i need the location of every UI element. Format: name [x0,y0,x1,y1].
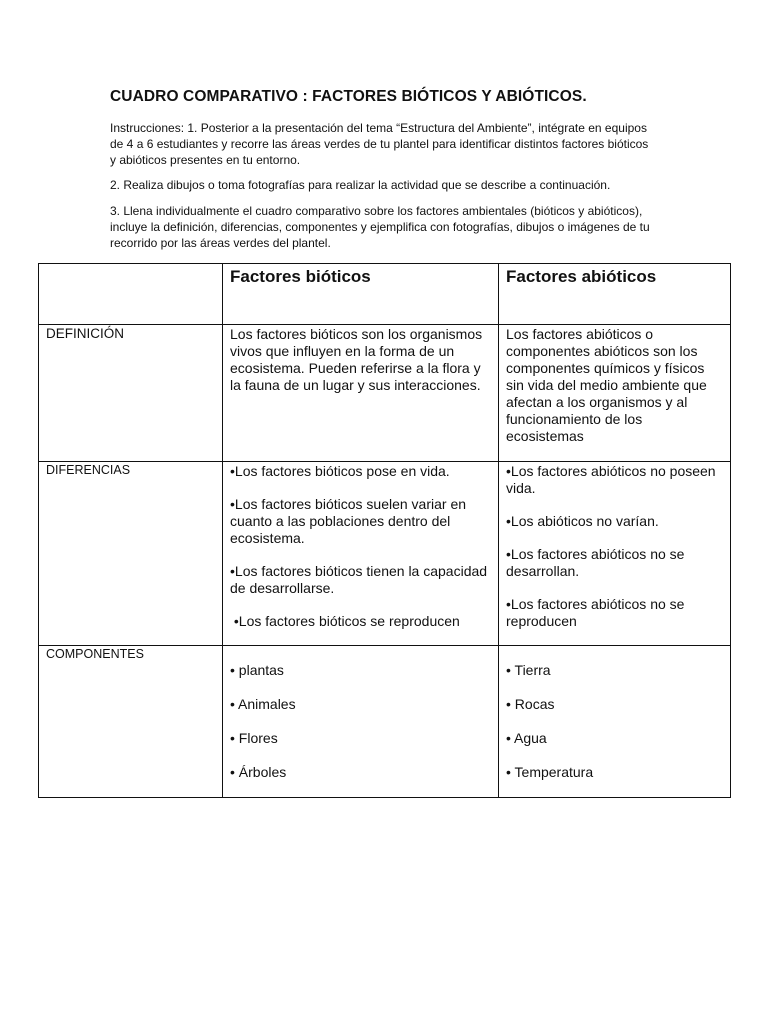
list-item: •Los factores bióticos tienen la capacidad de desarrollarse. [230,563,488,596]
list-item: •Los factores abióticos no poseen vida. [506,463,716,496]
list-item: • Rocas [506,696,555,712]
document-title: CUADRO COMPARATIVO : FACTORES BIÓTICOS Y ABIÓTICOS. [110,88,587,105]
list-item: • Tierra [506,662,551,678]
instructions-paragraph-1: Instrucciones: 1. Posterior a la presentación del tema “Estructura del Ambiente”, intégrate en equipos de 4 a 6 estudiantes y recorre las áreas verdes de tu plantel para identificar distintos factores bióticos y abióticos presentes en tu entorno. [110,121,649,167]
list-item: • Animales [230,696,296,712]
list-item: •Los factores bióticos pose en vida. [230,463,450,479]
list-item: • Flores [230,730,278,746]
list-item: • plantas [230,662,284,678]
list-item: •Los factores bióticos se reproducen [230,613,460,629]
row-label-componentes: COMPONENTES [39,646,223,798]
table-header-row [39,264,731,325]
definicion-abioticos: Los factores abióticos o componentes abióticos son los componentes químicos y físicos sin vida del medio ambiente que afectan a los organismos y al funcionamiento de los ecosistemas [499,325,731,462]
diferencias-bioticos [223,462,499,646]
diferencias-abioticos [499,462,731,646]
list-item: •Los factores bióticos suelen variar en cuanto a las poblaciones dentro del ecosistema. [230,496,467,546]
list-item: •Los factores abióticos no se reproducen [506,596,685,629]
list-item: • Temperatura [506,764,594,780]
list-item: • Agua [506,730,547,746]
instructions-paragraph-3: 3. Llena individualmente el cuadro comparativo sobre los factores ambientales (bióticos y abióticos), incluye la definición, diferencias, componentes y ejemplifica con fotografías, dibujos o imágenes de tu recorrido por las áreas verdes del plantel. [110,204,650,250]
definicion-bioticos: Los factores bióticos son los organismos vivos que influyen en la forma de un ecosistema. Pueden referirse a la flora y la fauna de un lugar y sus interacciones. [223,325,499,462]
list-item: • Árboles [230,764,287,780]
componentes-bioticos [223,646,499,798]
header-bioticos: Factores bióticos [223,264,499,325]
table-row-definicion [39,325,731,462]
instructions-paragraph-2: 2. Realiza dibujos o toma fotografías para realizar la actividad que se describe a continuación. [110,178,611,192]
componentes-abioticos [499,646,731,798]
header-abioticos: Factores abióticos [499,264,731,325]
comparison-table [38,263,731,798]
row-label-definicion: DEFINICIÓN [39,325,223,462]
list-item: •Los factores abióticos no se desarrollan. [506,546,685,579]
header-empty-cell [39,264,223,325]
table-row-diferencias [39,462,731,646]
list-item: •Los abióticos no varían. [506,513,659,529]
row-label-diferencias: DIFERENCIAS [39,462,223,646]
table-row-componentes [39,646,731,798]
